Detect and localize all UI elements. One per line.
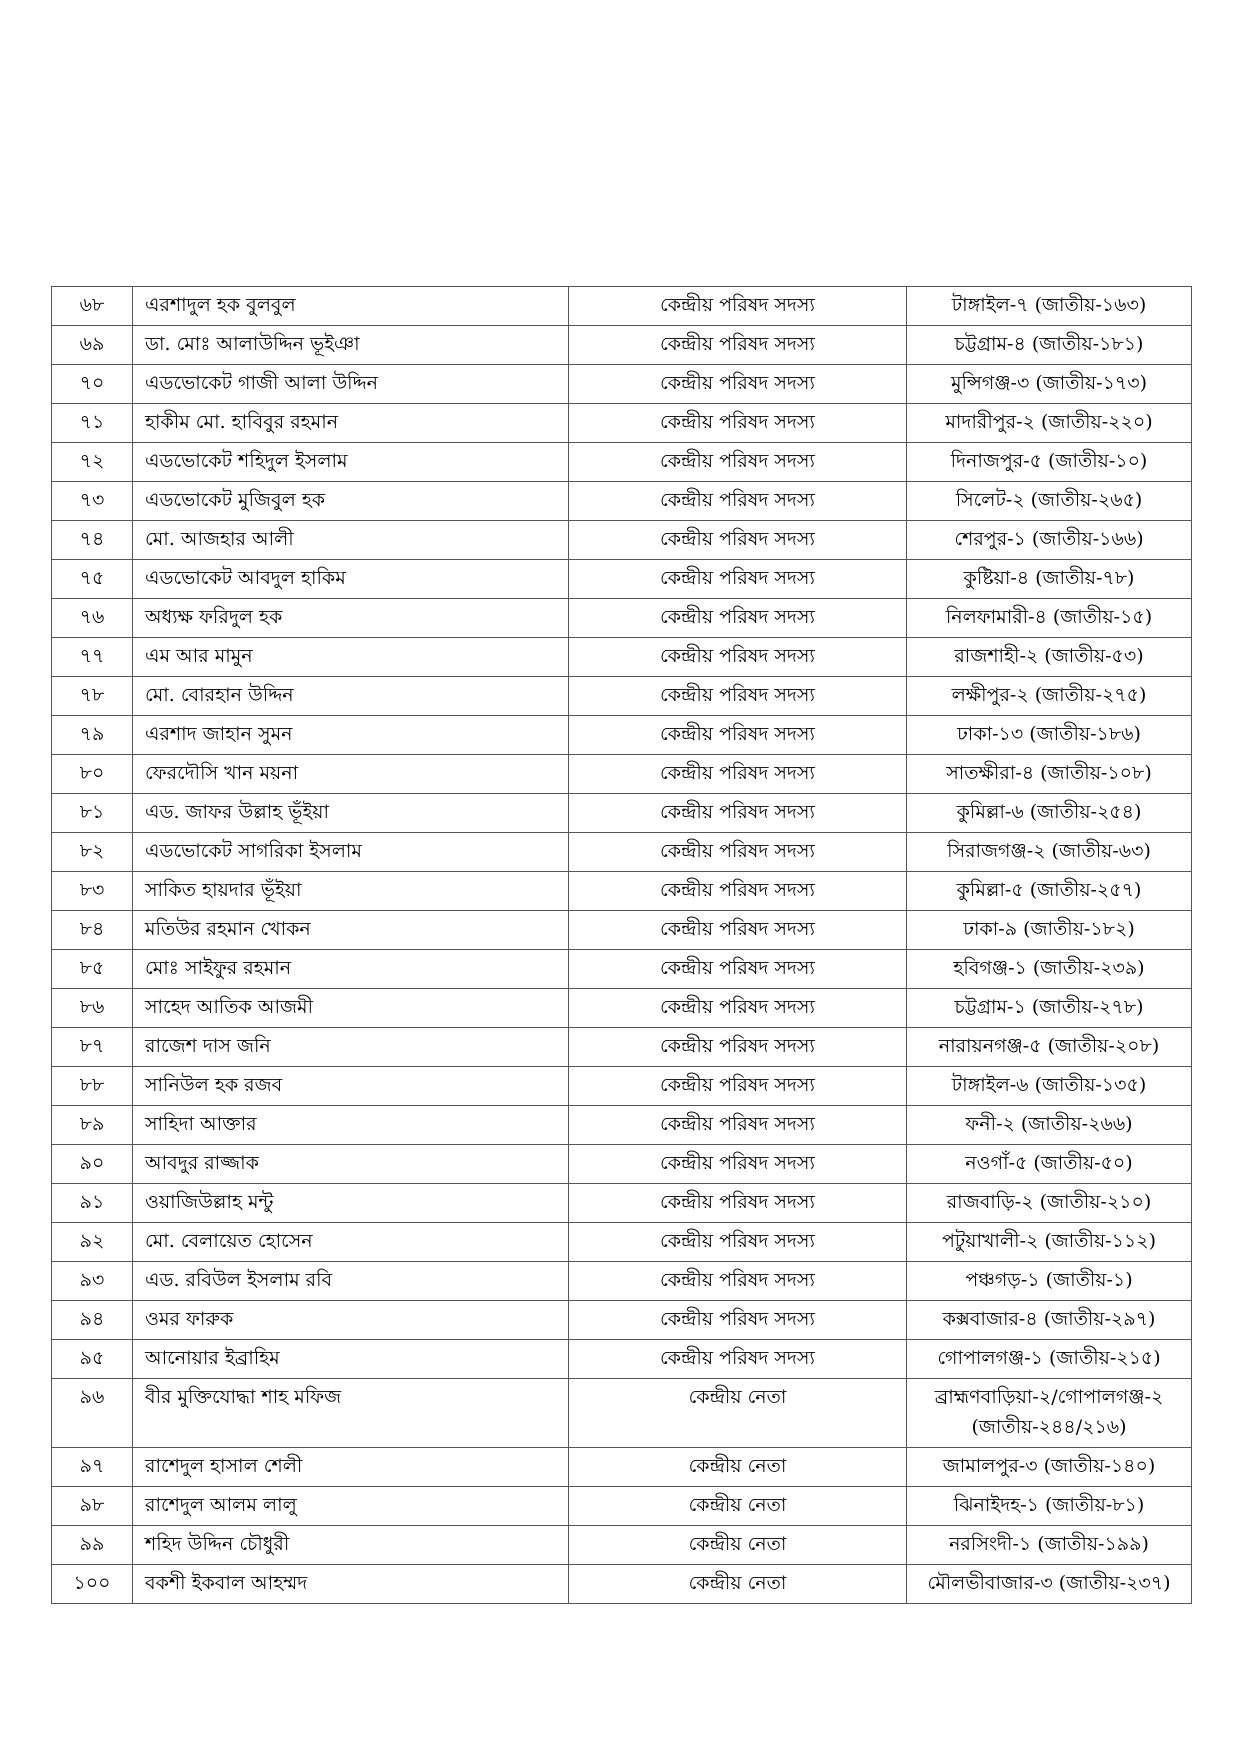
constituency-cell: মৌলভীবাজার-৩ (জাতীয়-২৩৭) [907, 1565, 1192, 1604]
constituency-cell: চট্টগ্রাম-১ (জাতীয়-২৭৮) [907, 989, 1192, 1028]
table-row [52, 326, 1192, 365]
table-row [52, 404, 1192, 443]
table-row [52, 677, 1192, 716]
constituency-cell: টাঙ্গাইল-৬ (জাতীয়-১৩৫) [907, 1067, 1192, 1106]
member-name-cell: সাকিত হায়দার ভূঁইয়া [133, 872, 569, 911]
member-name-cell: সানিউল হক রজব [133, 1067, 569, 1106]
constituency-cell: শেরপুর-১ (জাতীয়-১৬৬) [907, 521, 1192, 560]
table-row [52, 1379, 1192, 1448]
serial-number-cell: ৮৯ [52, 1106, 133, 1145]
member-name-cell: আবদুর রাজ্জাক [133, 1145, 569, 1184]
member-name-cell: এডভোকেট সাগরিকা ইসলাম [133, 833, 569, 872]
serial-number-cell: ৮৭ [52, 1028, 133, 1067]
position-cell: কেন্দ্রীয় পরিষদ সদস্য [569, 1223, 907, 1262]
member-name-cell: মো. আজহার আলী [133, 521, 569, 560]
table-row [52, 638, 1192, 677]
serial-number-cell: ৯৫ [52, 1340, 133, 1379]
position-cell: কেন্দ্রীয় পরিষদ সদস্য [569, 560, 907, 599]
position-cell: কেন্দ্রীয় নেতা [569, 1565, 907, 1604]
constituency-cell: সিরাজগঞ্জ-২ (জাতীয়-৬৩) [907, 833, 1192, 872]
member-name-cell: বকশী ইকবাল আহম্মদ [133, 1565, 569, 1604]
constituency-cell: সাতক্ষীরা-৪ (জাতীয়-১০৮) [907, 755, 1192, 794]
serial-number-cell: ৭৪ [52, 521, 133, 560]
position-cell: কেন্দ্রীয় নেতা [569, 1487, 907, 1526]
serial-number-cell: ৯৭ [52, 1448, 133, 1487]
position-cell: কেন্দ্রীয় পরিষদ সদস্য [569, 950, 907, 989]
position-cell: কেন্দ্রীয় পরিষদ সদস্য [569, 911, 907, 950]
constituency-cell: ঝিনাইদহ-১ (জাতীয়-৮১) [907, 1487, 1192, 1526]
position-cell: কেন্দ্রীয় পরিষদ সদস্য [569, 872, 907, 911]
constituency-cell: সিলেট-২ (জাতীয়-২৬৫) [907, 482, 1192, 521]
table-row [52, 1487, 1192, 1526]
constituency-cell: মুন্সিগঞ্জ-৩ (জাতীয়-১৭৩) [907, 365, 1192, 404]
position-cell: কেন্দ্রীয় পরিষদ সদস্য [569, 1106, 907, 1145]
table-row [52, 911, 1192, 950]
serial-number-cell: ৭৯ [52, 716, 133, 755]
position-cell: কেন্দ্রীয় পরিষদ সদস্য [569, 1340, 907, 1379]
position-cell: কেন্দ্রীয় পরিষদ সদস্য [569, 1028, 907, 1067]
serial-number-cell: ৭২ [52, 443, 133, 482]
position-cell: কেন্দ্রীয় পরিষদ সদস্য [569, 521, 907, 560]
member-name-cell: সাহিদা আক্তার [133, 1106, 569, 1145]
position-cell: কেন্দ্রীয় পরিষদ সদস্য [569, 677, 907, 716]
serial-number-cell: ৭৬ [52, 599, 133, 638]
member-name-cell: অধ্যক্ষ ফরিদুল হক [133, 599, 569, 638]
position-cell: কেন্দ্রীয় পরিষদ সদস্য [569, 833, 907, 872]
constituency-cell: রাজশাহী-২ (জাতীয়-৫৩) [907, 638, 1192, 677]
serial-number-cell: ৯২ [52, 1223, 133, 1262]
position-cell: কেন্দ্রীয় নেতা [569, 1448, 907, 1487]
member-name-cell: এডভোকেট গাজী আলা উদ্দিন [133, 365, 569, 404]
member-name-cell: বীর মুক্তিযোদ্ধা শাহ মফিজ [133, 1379, 569, 1448]
table-row [52, 1223, 1192, 1262]
members-table [51, 286, 1192, 1604]
serial-number-cell: ৭৩ [52, 482, 133, 521]
serial-number-cell: ১০০ [52, 1565, 133, 1604]
constituency-cell: মাদারীপুর-২ (জাতীয়-২২০) [907, 404, 1192, 443]
member-name-cell: সাহেদ আতিক আজমী [133, 989, 569, 1028]
constituency-cell: নারায়নগঞ্জ-৫ (জাতীয়-২০৮) [907, 1028, 1192, 1067]
position-cell: কেন্দ্রীয় নেতা [569, 1526, 907, 1565]
member-name-cell: হাকীম মো. হাবিবুর রহমান [133, 404, 569, 443]
constituency-cell: দিনাজপুর-৫ (জাতীয়-১০) [907, 443, 1192, 482]
serial-number-cell: ৯৮ [52, 1487, 133, 1526]
position-cell: কেন্দ্রীয় পরিষদ সদস্য [569, 404, 907, 443]
table-row [52, 560, 1192, 599]
constituency-cell: গোপালগঞ্জ-১ (জাতীয়-২১৫) [907, 1340, 1192, 1379]
table-row [52, 521, 1192, 560]
table-row [52, 287, 1192, 326]
serial-number-cell: ৮৫ [52, 950, 133, 989]
position-cell: কেন্দ্রীয় পরিষদ সদস্য [569, 443, 907, 482]
serial-number-cell: ৭৮ [52, 677, 133, 716]
member-name-cell: এড. জাফর উল্লাহ ভূঁইয়া [133, 794, 569, 833]
position-cell: কেন্দ্রীয় পরিষদ সদস্য [569, 1184, 907, 1223]
position-cell: কেন্দ্রীয় পরিষদ সদস্য [569, 1145, 907, 1184]
table-row [52, 1106, 1192, 1145]
constituency-cell: কুমিল্লা-৫ (জাতীয়-২৫৭) [907, 872, 1192, 911]
serial-number-cell: ৭০ [52, 365, 133, 404]
serial-number-cell: ৮১ [52, 794, 133, 833]
table-row [52, 833, 1192, 872]
member-name-cell: মো. বোরহান উদ্দিন [133, 677, 569, 716]
constituency-cell: কুষ্টিয়া-৪ (জাতীয়-৭৮) [907, 560, 1192, 599]
position-cell: কেন্দ্রীয় পরিষদ সদস্য [569, 326, 907, 365]
serial-number-cell: ৮৬ [52, 989, 133, 1028]
table-row [52, 1340, 1192, 1379]
position-cell: কেন্দ্রীয় পরিষদ সদস্য [569, 482, 907, 521]
position-cell: কেন্দ্রীয় পরিষদ সদস্য [569, 1262, 907, 1301]
position-cell: কেন্দ্রীয় পরিষদ সদস্য [569, 287, 907, 326]
position-cell: কেন্দ্রীয় পরিষদ সদস্য [569, 599, 907, 638]
table-row [52, 794, 1192, 833]
serial-number-cell: ৮৮ [52, 1067, 133, 1106]
serial-number-cell: ৯১ [52, 1184, 133, 1223]
table-row [52, 872, 1192, 911]
member-name-cell: এড. রবিউল ইসলাম রবি [133, 1262, 569, 1301]
position-cell: কেন্দ্রীয় পরিষদ সদস্য [569, 716, 907, 755]
document-page [51, 286, 1191, 1604]
member-name-cell: আনোয়ার ইব্রাহিম [133, 1340, 569, 1379]
table-row [52, 482, 1192, 521]
position-cell: কেন্দ্রীয় নেতা [569, 1379, 907, 1448]
table-row [52, 1565, 1192, 1604]
constituency-cell: ব্রাহ্মণবাড়িয়া-২/গোপালগঞ্জ-২ (জাতীয়-২৪৪/২১৬) [907, 1379, 1192, 1448]
serial-number-cell: ৬৯ [52, 326, 133, 365]
serial-number-cell: ৭৭ [52, 638, 133, 677]
constituency-cell: কুমিল্লা-৬ (জাতীয়-২৫৪) [907, 794, 1192, 833]
constituency-cell: নওগাঁ-৫ (জাতীয়-৫০) [907, 1145, 1192, 1184]
position-cell: কেন্দ্রীয় পরিষদ সদস্য [569, 794, 907, 833]
member-name-cell: ওমর ফারুক [133, 1301, 569, 1340]
constituency-cell: কক্সবাজার-৪ (জাতীয়-২৯৭) [907, 1301, 1192, 1340]
serial-number-cell: ৮২ [52, 833, 133, 872]
member-name-cell: ফেরদৌসি খান ময়না [133, 755, 569, 794]
constituency-cell: জামালপুর-৩ (জাতীয়-১৪০) [907, 1448, 1192, 1487]
serial-number-cell: ৯৪ [52, 1301, 133, 1340]
member-name-cell: মোঃ সাইফুর রহমান [133, 950, 569, 989]
serial-number-cell: ৯৬ [52, 1379, 133, 1448]
table-row [52, 365, 1192, 404]
serial-number-cell: ৯০ [52, 1145, 133, 1184]
constituency-cell: নিলফামারী-৪ (জাতীয়-১৫) [907, 599, 1192, 638]
table-row [52, 443, 1192, 482]
position-cell: কেন্দ্রীয় পরিষদ সদস্য [569, 1301, 907, 1340]
table-row [52, 950, 1192, 989]
member-name-cell: মতিউর রহমান খোকন [133, 911, 569, 950]
constituency-cell: চট্টগ্রাম-৪ (জাতীয়-১৮১) [907, 326, 1192, 365]
constituency-cell: ফনী-২ (জাতীয়-২৬৬) [907, 1106, 1192, 1145]
position-cell: কেন্দ্রীয় পরিষদ সদস্য [569, 638, 907, 677]
members-table-body [52, 287, 1192, 1604]
member-name-cell: শহিদ উদ্দিন চৌধুরী [133, 1526, 569, 1565]
constituency-cell: রাজবাড়ি-২ (জাতীয়-২১০) [907, 1184, 1192, 1223]
table-row [52, 716, 1192, 755]
position-cell: কেন্দ্রীয় পরিষদ সদস্য [569, 989, 907, 1028]
constituency-cell: হবিগঞ্জ-১ (জাতীয়-২৩৯) [907, 950, 1192, 989]
member-name-cell: এম আর মামুন [133, 638, 569, 677]
serial-number-cell: ৮৪ [52, 911, 133, 950]
constituency-cell: লক্ষীপুর-২ (জাতীয়-২৭৫) [907, 677, 1192, 716]
member-name-cell: এরশাদুল হক বুলবুল [133, 287, 569, 326]
serial-number-cell: ৮৩ [52, 872, 133, 911]
table-row [52, 1145, 1192, 1184]
table-row [52, 1448, 1192, 1487]
serial-number-cell: ৭৫ [52, 560, 133, 599]
member-name-cell: ওয়াজিউল্লাহ মন্টু [133, 1184, 569, 1223]
member-name-cell: মো. বেলায়েত হোসেন [133, 1223, 569, 1262]
table-row [52, 1262, 1192, 1301]
table-row [52, 1067, 1192, 1106]
member-name-cell: এরশাদ জাহান সুমন [133, 716, 569, 755]
member-name-cell: এডভোকেট মুজিবুল হক [133, 482, 569, 521]
position-cell: কেন্দ্রীয় পরিষদ সদস্য [569, 365, 907, 404]
member-name-cell: রাজেশ দাস জনি [133, 1028, 569, 1067]
member-name-cell: ডা. মোঃ আলাউদ্দিন ভূইঞা [133, 326, 569, 365]
constituency-cell: পটুয়াখালী-২ (জাতীয়-১১২) [907, 1223, 1192, 1262]
member-name-cell: রাশেদুল আলম লালু [133, 1487, 569, 1526]
constituency-cell: টাঙ্গাইল-৭ (জাতীয়-১৬৩) [907, 287, 1192, 326]
constituency-cell: পঞ্চগড়-১ (জাতীয়-১) [907, 1262, 1192, 1301]
table-row [52, 989, 1192, 1028]
serial-number-cell: ৯৩ [52, 1262, 133, 1301]
table-row [52, 1526, 1192, 1565]
table-row [52, 1301, 1192, 1340]
member-name-cell: এডভোকেট আবদুল হাকিম [133, 560, 569, 599]
constituency-cell: ঢাকা-৯ (জাতীয়-১৮২) [907, 911, 1192, 950]
constituency-cell: নরসিংদী-১ (জাতীয়-১৯৯) [907, 1526, 1192, 1565]
table-row [52, 1184, 1192, 1223]
member-name-cell: এডভোকেট শহিদুল ইসলাম [133, 443, 569, 482]
position-cell: কেন্দ্রীয় পরিষদ সদস্য [569, 755, 907, 794]
serial-number-cell: ৯৯ [52, 1526, 133, 1565]
position-cell: কেন্দ্রীয় পরিষদ সদস্য [569, 1067, 907, 1106]
serial-number-cell: ৮০ [52, 755, 133, 794]
table-row [52, 755, 1192, 794]
serial-number-cell: ৬৮ [52, 287, 133, 326]
member-name-cell: রাশেদুল হাসাল শেলী [133, 1448, 569, 1487]
table-row [52, 599, 1192, 638]
table-row [52, 1028, 1192, 1067]
serial-number-cell: ৭১ [52, 404, 133, 443]
constituency-cell: ঢাকা-১৩ (জাতীয়-১৮৬) [907, 716, 1192, 755]
